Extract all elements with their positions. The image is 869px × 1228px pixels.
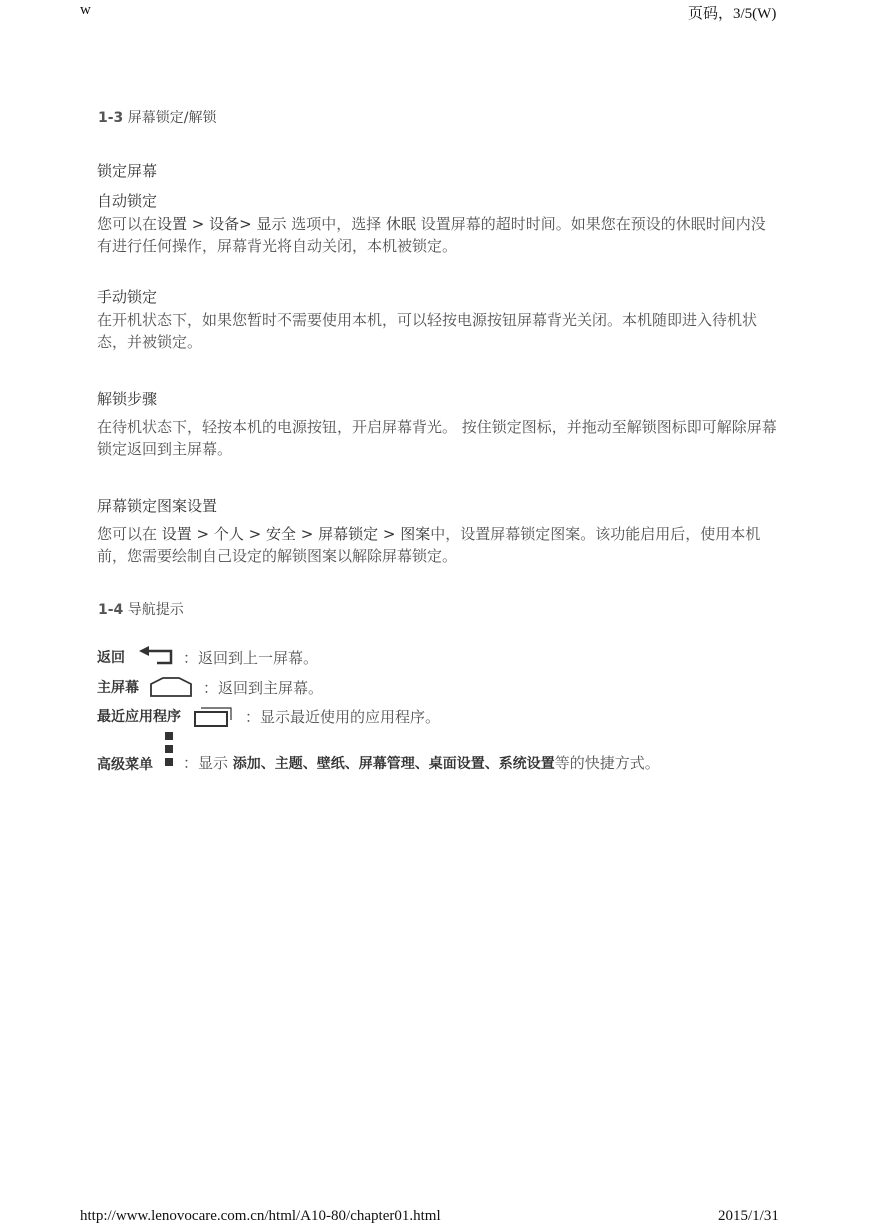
nav-desc: ：返回到主屏幕。 — [203, 678, 324, 697]
pattern-heading: 屏幕锁定图案设置 — [97, 497, 218, 515]
nav-label: 返回 — [97, 650, 125, 666]
settings-path: 设置 > 设备> 显示 — [157, 215, 287, 233]
page-number: 页码，3/5(W) — [688, 6, 777, 22]
unlock-steps-text: 在待机状态下，轻按本机的电源按钮，开启屏幕背光。 按住锁定图标，并拖动至解锁图标即可解除屏幕锁定返回到主屏幕。 — [97, 418, 777, 458]
home-icon — [149, 676, 193, 698]
footer-date: 2015/1/31 — [718, 1208, 779, 1224]
auto-lock-heading: 自动锁定 — [97, 192, 158, 210]
nav-label: 高级菜单 — [97, 757, 153, 773]
sleep-option: 休眠 — [386, 215, 417, 233]
nav-label: 主屏幕 — [97, 680, 139, 696]
nav-label: 最近应用程序 — [97, 709, 181, 725]
text: 您可以在 — [97, 215, 158, 233]
menu-options: 添加、主题、壁纸、屏幕管理、桌面设置、系统设置 — [232, 756, 555, 772]
lock-screen-heading: 锁定屏幕 — [97, 162, 158, 180]
section-title: 导航提示 — [127, 602, 184, 618]
nav-item-home — [97, 676, 323, 698]
settings-path: 设置 > 个人 > 安全 > 屏幕锁定 > 图案 — [161, 525, 431, 543]
auto-lock-text — [97, 213, 777, 257]
section-title: 屏幕锁定/解锁 — [127, 110, 217, 126]
back-arrow-icon — [135, 645, 175, 669]
nav-item-recent-apps — [97, 704, 440, 728]
nav-item-advanced-menu — [97, 730, 777, 775]
section-heading-1-3 — [98, 107, 216, 127]
text: 中，设置屏幕锁定图案。该功能启用后，使用本机前，您需要绘制自己设定的解锁图案以解除屏幕锁定。 — [97, 525, 761, 565]
text: 选项中，选择 — [286, 215, 387, 233]
recent-apps-icon — [193, 704, 233, 728]
section-number: 1-3 — [98, 110, 124, 126]
pattern-text — [97, 523, 777, 567]
header-left: w — [80, 2, 91, 18]
unlock-steps-heading: 解锁步骤 — [97, 390, 158, 408]
text: 等的快捷方式。 — [554, 754, 660, 772]
manual-lock-text: 在开机状态下，如果您暂时不需要使用本机，可以轻按电源按钮屏幕背光关闭。本机随即进入待机状态，并被锁定。 — [97, 311, 758, 351]
nav-desc — [183, 752, 660, 775]
menu-dots-icon — [163, 730, 175, 770]
section-number: 1-4 — [98, 602, 124, 618]
section-heading-1-4 — [98, 599, 184, 619]
manual-lock-heading: 手动锁定 — [97, 288, 158, 306]
footer-url: http://www.lenovocare.com.cn/html/A10-80/chapter01.html — [80, 1208, 441, 1224]
nav-desc: ：返回到上一屏幕。 — [183, 648, 319, 667]
text: ：显示 — [183, 754, 233, 772]
text: 设置屏幕的超时时间。如果您在预设的休眠时间内没有进行任何操作，屏幕背光将自动关闭，本机被锁定。 — [97, 215, 766, 255]
nav-desc: ：显示最近使用的应用程序。 — [245, 707, 441, 726]
nav-item-back — [97, 645, 318, 669]
text: 您可以在 — [97, 525, 162, 543]
